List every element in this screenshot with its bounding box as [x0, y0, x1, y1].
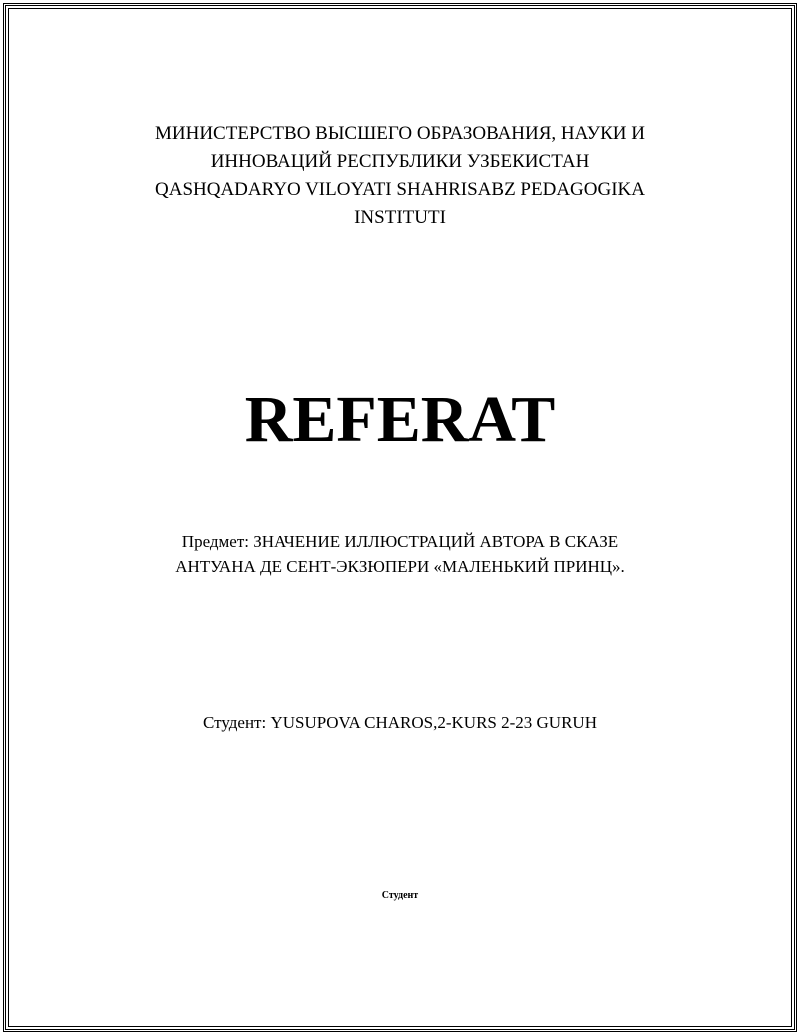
subject-line: Предмет: ЗНАЧЕНИЕ ИЛЛЮСТРАЦИЙ АВТОРА В СКАЗЕ [181, 532, 619, 551]
subject-block [0, 529, 800, 579]
document-title: REFERAT [244, 383, 556, 456]
institution-header [0, 120, 800, 232]
header-line: INSTITUTI [354, 207, 446, 228]
student-info: Студент: YUSUPOVA CHAROS,2-KURS 2-23 GURUH [203, 713, 597, 732]
header-line: ИННОВАЦИЙ РЕСПУБЛИКИ УЗБЕКИСТАН [210, 151, 590, 172]
footer-student-label: Студент [381, 890, 419, 901]
subject-line: АНТУАНА ДЕ СЕНТ-ЭКЗЮПЕРИ «МАЛЕНЬКИЙ ПРИНЦ». [175, 557, 625, 576]
header-line: QASHQADARYO VILOYATI SHAHRISABZ PEDAGOGIKA [155, 179, 645, 200]
header-line: МИНИСТЕРСТВО ВЫСШЕГО ОБРАЗОВАНИЯ, НАУКИ И [155, 123, 645, 144]
